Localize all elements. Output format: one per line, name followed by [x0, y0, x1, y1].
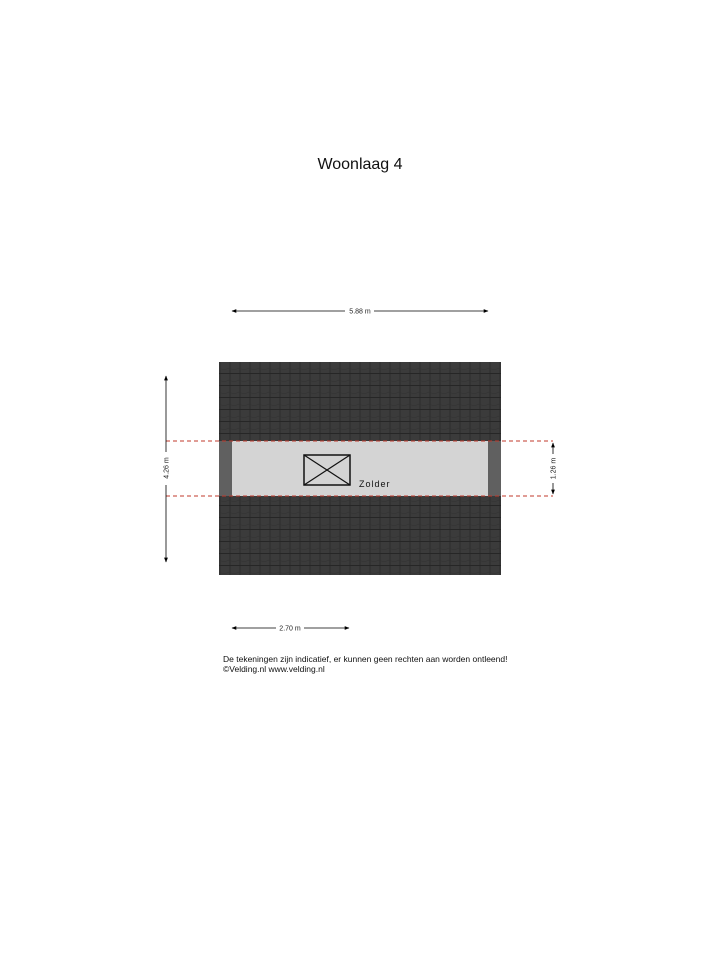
gable-wall-right: [488, 441, 501, 496]
copyright-line: ©Velding.nl www.velding.nl: [223, 664, 325, 674]
gable-wall-left: [219, 441, 232, 496]
dimension-right-label: 1.26 m: [550, 457, 558, 480]
dimension-top-width: [232, 309, 488, 316]
room-label-zolder: Zolder: [359, 479, 391, 489]
dimension-top-label: 5.88 m: [349, 308, 371, 316]
disclaimer: [223, 654, 507, 674]
dimension-right-height: [551, 443, 558, 494]
page-title: Woonlaag 4: [317, 156, 403, 173]
disclaimer-line: De tekeningen zijn indicatief, er kunnen geen rechten aan worden ontleend!: [223, 654, 508, 664]
dimension-bottom-label: 2.70 m: [279, 625, 301, 633]
dimension-left-height: [164, 376, 171, 562]
dimension-left-label: 4.26 m: [163, 457, 171, 479]
dimension-bottom-width: [232, 626, 349, 633]
